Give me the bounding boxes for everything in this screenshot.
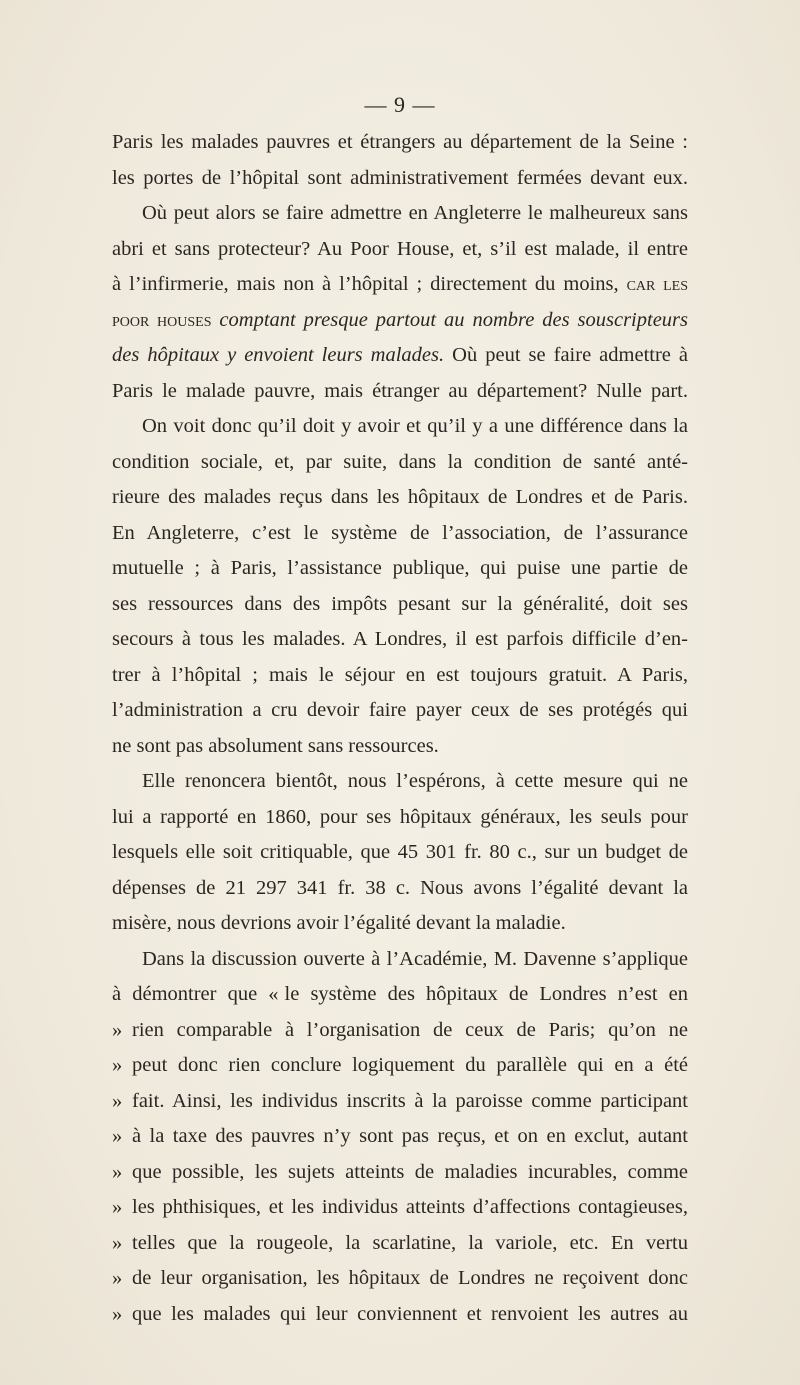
text-line: les portes de l’hôpital sont administrativement fermées devant eux. <box>112 166 688 189</box>
text-line: » rien comparable à l’organisation de ceux de Paris; qu’on ne <box>112 1013 688 1049</box>
page-number: — 9 — <box>364 92 436 117</box>
text-line: » les phthisiques, et les individus atteints d’affections contagieuses, <box>112 1190 688 1226</box>
text-line: condition sociale, et, par suite, dans la condition de santé anté- <box>112 450 688 473</box>
text-line: dépenses de 21 297 341 fr. 38 c. Nous avons l’égalité devant la <box>112 876 688 899</box>
text-line: misère, nous devrions avoir l’égalité devant la maladie. <box>112 912 566 934</box>
text-line: à démontrer que « le système des hôpitaux de Londres n’est en <box>112 977 688 1013</box>
text-line: Où peut alors se faire admettre en Angleterre le malheureux sans <box>142 202 688 224</box>
body-text <box>112 125 688 1332</box>
quote-mark: » <box>112 1089 123 1112</box>
quote-mark: » <box>112 1160 123 1183</box>
text-line: Paris les malades pauvres et étrangers au département de la Seine : <box>112 131 688 153</box>
text-line: des hôpitaux y envoient leurs malades. Où peut se faire admettre à <box>112 344 688 366</box>
text-line: Paris le malade pauvre, mais étranger au département? Nulle part. <box>112 379 688 402</box>
text-line: secours à tous les malades. A Londres, il est parfois difficile d’en- <box>112 628 688 650</box>
text-line: » fait. Ainsi, les individus inscrits à la paroisse comme participant <box>112 1084 688 1120</box>
text-line: ne sont pas absolument sans ressources. <box>112 734 439 757</box>
text-line: On voit donc qu’il doit y avoir et qu’il y a une différence dans la <box>142 415 688 437</box>
quote-mark: » <box>112 1302 123 1325</box>
italic-text: des hôpitaux y envoient leurs malades. <box>112 344 445 366</box>
text-line: mutuelle ; à Paris, l’assistance publique, qui puise une partie de <box>112 557 688 579</box>
quote-mark: » <box>112 1231 123 1254</box>
italic-text: comptant presque partout au nombre des souscripteurs <box>219 308 688 331</box>
text-line: » à la taxe des pauvres n’y sont pas reçus, et on en exclut, autant <box>112 1119 688 1155</box>
text-line: Dans la discussion ouverte à l’Académie, M. Davenne s’applique <box>142 947 688 970</box>
text-line: » telles que la rougeole, la scarlatine, la variole, etc. En vertu <box>112 1226 688 1262</box>
text-line: Elle renoncera bientôt, nous l’espérons, à cette mesure qui ne <box>142 770 688 792</box>
quote-mark: » <box>112 1267 123 1289</box>
text-line: ses ressources dans des impôts pesant sur la généralité, doit ses <box>112 592 688 615</box>
text-line: abri et sans protecteur? Au Poor House, et, s’il est malade, il entre <box>112 237 688 260</box>
text-line: En Angleterre, c’est le système de l’association, de l’assurance <box>112 521 688 544</box>
text-line: » peut donc rien conclure logiquement du parallèle qui en a été <box>112 1048 688 1084</box>
text-line: lui a rapporté en 1860, pour ses hôpitaux généraux, les seuls pour <box>112 805 688 828</box>
text-line: trer à l’hôpital ; mais le séjour en est toujours gratuit. A Paris, <box>112 663 688 686</box>
text-line <box>112 303 688 339</box>
small-caps-text: car les <box>626 274 688 295</box>
text-line: » que les malades qui leur conviennent et renvoient les autres au <box>112 1297 688 1333</box>
text-line: » de leur organisation, les hôpitaux de Londres ne reçoivent donc <box>112 1261 688 1297</box>
quote-mark: » <box>112 1125 123 1147</box>
quote-mark: « <box>268 983 279 1005</box>
text-line: à l’infirmerie, mais non à l’hôpital ; directement du moins, car les <box>112 273 688 295</box>
quote-mark: » <box>112 1054 123 1076</box>
text-line: l’administration a cru devoir faire payer ceux de ses protégés qui <box>112 699 688 721</box>
text-line: » que possible, les sujets atteints de maladies incurables, comme <box>112 1155 688 1191</box>
quote-mark: » <box>112 1196 123 1218</box>
text-line: lesquels elle soit critiquable, que 45 301 fr. 80 c., sur un budget de <box>112 841 688 863</box>
small-caps-text: poor houses <box>112 309 212 331</box>
text-line: rieure des malades reçus dans les hôpitaux de Londres et de Paris. <box>112 486 688 508</box>
quote-mark: » <box>112 1018 123 1041</box>
